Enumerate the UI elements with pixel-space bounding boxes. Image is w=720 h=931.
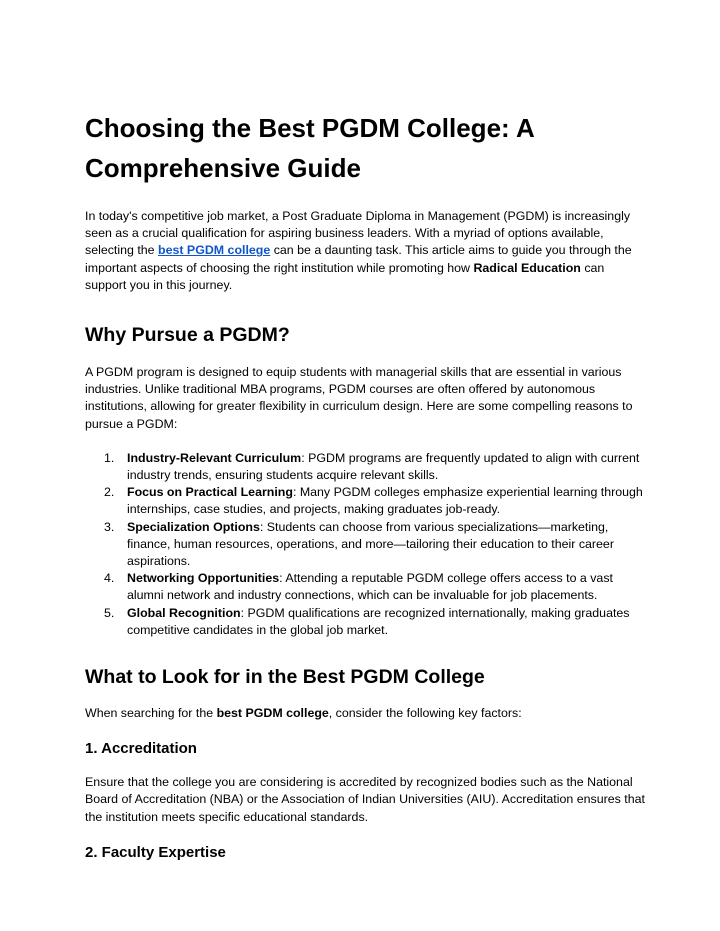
list-item-text: : Students can choose from various specializations—marketing, finance, human resources, operations, and more—tailoring their education to their career aspirations. [127, 519, 614, 569]
reasons-list [85, 450, 645, 639]
list-item-text: : PGDM programs are frequently updated to align with current industry trends, ensuring students acquire relevant skills. [127, 450, 640, 483]
list-item [85, 450, 645, 484]
list-item-title: Networking Opportunities [127, 571, 280, 586]
list-item [85, 484, 645, 518]
list-number: 5. [104, 605, 115, 620]
list-item [85, 570, 645, 604]
why-pursue-paragraph: A PGDM program is designed to equip students with managerial skills that are essential in various industries. Unlike traditional MBA programs, PGDM courses are often offered by autonomous institutions, allowing for greater flexibility in curriculum design. Here are some compelling reasons to pursue a PGDM: [85, 365, 633, 431]
look-intro-text-1: When searching for the [85, 706, 217, 721]
what-to-look-for-intro [85, 705, 645, 722]
look-intro-text-2: , consider the following key factors: [328, 706, 522, 721]
best-pgdm-college-link[interactable]: best PGDM college [158, 243, 271, 258]
list-item-text: : Many PGDM colleges emphasize experiential learning through internships, case studies, and projects, making graduates job-ready. [127, 485, 643, 517]
list-number: 1. [104, 450, 115, 465]
intro-text-2: can be a daunting task. This article aims to guide you through the important aspects of choosing the right institution while promoting how [85, 243, 632, 275]
what-to-look-for-heading: What to Look for in the Best PGDM College [85, 666, 485, 689]
list-number: 3. [104, 519, 115, 534]
accreditation-heading: 1. Accreditation [85, 740, 197, 758]
list-number: 2. [104, 485, 115, 500]
list-item-text: : PGDM qualifications are recognized internationally, making graduates competitive candidates in the global job market. [127, 605, 630, 637]
list-item [85, 519, 645, 571]
intro-paragraph [85, 208, 645, 294]
list-item-text: : Attending a reputable PGDM college offers access to a vast alumni network and industry connections, which can be invaluable for job placements. [127, 571, 613, 603]
list-item-title: Industry-Relevant Curriculum [127, 450, 302, 465]
list-item [85, 605, 645, 639]
radical-education-bold: Radical Education [473, 260, 581, 275]
list-item-title: Focus on Practical Learning [127, 485, 293, 500]
accreditation-paragraph: Ensure that the college you are considering is accredited by recognized bodies such as the National Board of Accreditation (NBA) or the Association of Indian Universities (AIU). Accreditation ensures that the institution meets specific educational standards. [85, 775, 645, 824]
list-number: 4. [104, 571, 115, 586]
intro-text-3: can support you in this journey. [85, 260, 605, 292]
list-item-title: Global Recognition [127, 605, 241, 620]
look-intro-bold: best PGDM college [216, 706, 329, 721]
document-body [85, 108, 645, 863]
why-pursue-heading: Why Pursue a PGDM? [85, 324, 290, 347]
faculty-expertise-heading: 2. Faculty Expertise [85, 843, 226, 861]
list-item-title: Specialization Options [127, 519, 260, 534]
page-title: Choosing the Best PGDM College: A Comprehensive Guide [85, 113, 534, 183]
intro-text-1: In today's competitive job market, a Post Graduate Diploma in Management (PGDM) is increasingly seen as a crucial qualification for aspiring business leaders. With a myriad of options available, selecting the [85, 209, 631, 258]
